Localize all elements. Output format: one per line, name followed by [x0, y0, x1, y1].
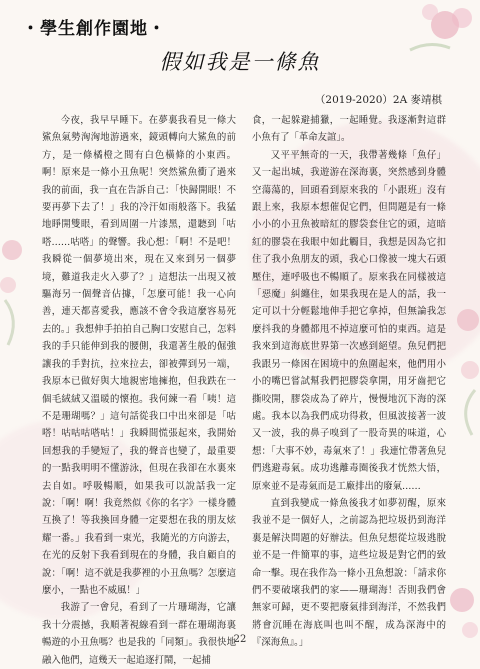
- flower-decoration-icon: [0, 230, 40, 350]
- page-number: 22: [233, 634, 247, 645]
- right-column: [252, 112, 446, 652]
- paragraph: 又平平無奇的一天，我帶著幾條「魚仔」又一起出城，我遊游在深海裏，突然感到身體空蕩蕩的，回頭看到原來我的「小跟班」沒有跟上來，我原本想催促它們，但問題是有一條小小的小丑魚被暗紅的膠袋套住它的頭，這暗紅的膠袋在我眼中如此觸目，我想是因為它扣住了我小魚朋友的頭，我心口像被一塊大石頭壓住，連呼吸也不暢順了。原來我在同樣被這「惡魔」糾纏住，如果我現在是人的話，我一定可以十分輕鬆地伸手把它拿掉，但無論我怎麼抖我的身體都甩不掉這麼可怕的東西。這是我來到這海底世界第一次感到絕望。魚兒們把我跟另一條困在困境中的魚圍起來，他們用小小的嘴巴嘗試幫我們把膠袋拿開，用牙齒把它撕咬開，膠袋成為了碎片，慢慢地沉下海的深處。我本以為我們成功得救，但風波接著一波又一波，我的鼻子嗅到了一股奇異的味道，心想：「大事不妙，毒氣來了！」我連忙帶著魚兒們逃避毒氣。成功逃離毒圈後我才恍然大悟，原來並不是毒氣而是工廠排出的廢氣……: [252, 149, 446, 492]
- paragraph: 食，一起躲避捕獵，一起睡覺。我逐漸對這群小魚有了「革命友誼」。: [252, 115, 446, 144]
- flower-decoration-icon: [440, 300, 480, 440]
- article-title: 假如我是一條魚: [159, 50, 321, 74]
- article-byline: （2019-2020）2A 麥靖棋: [314, 94, 442, 106]
- section-title: ・學生創作園地・: [22, 19, 166, 39]
- left-column: [42, 112, 236, 669]
- paragraph: 直到我變成一條魚後我才如夢初醒，原來我並不是一個好人，之前認為把垃圾扔到海洋裏是解決問題的好辦法。但魚兒想從垃圾逃脫並不是一件簡單的事，這些垃圾是對它們的致命一擊。現在我作為一條小丑魚想說：「請求你們不要破壞我們的家——珊瑚海！否則我們會無家可歸，更不要把廢氣排到海洋，不然我們將會沉睡在海底叫也叫不醒，成為深海中的『深海魚』。」: [252, 497, 446, 649]
- paragraph: 我游了一會兒，看到了一片珊瑚海，它讓我十分震撼，我順著視線看到一群在珊瑚海裏暢遊的小丑魚嗎？也是我的「同類」。我很快地融入他們，這幾天一起追逐打鬧，一起捕: [42, 602, 236, 666]
- paragraph: 今夜，我早早睡下。在夢裏我看見一條大鯊魚氣勢洶洶地游過來，鏡頭轉向大鯊魚的前方，是一條橘橙之間有白色橫條的小東西。啊！原來是一條小丑魚呢！突然鯊魚衝了過來我的前面，我一直在告訴自己：「快歸開眼！不要再夢下去了！」我的冷汗如雨般落下。我猛地睜開雙眼，看到周圍一片漆黑，還聽到「咕嗒……咕嗒」的聲響。我心想：「啊！不是吧！我瞬從一個夢境出來，現在又來到另一個夢境，難道我走火入夢了？」這想法一出現又被驅海另一個聲音佔據，「怎麼可能！我一心向善，連天都喜愛我，應該不會令我這麼容易死去的。」我想伸手拍拍自己胸口安慰自己，怎料我的手只能伸到我的腰側，我還著生般的倔強讓我的手對抗，拉來拉去，卻被彈到另一端，我原本已做好與大地親密地擁抱，但我跌在一個毛絨絨又溫暖的懷抱。我何練一看「咦！這不是珊瑚嗎？」這句話從我口中出來卻是「咕嗒！咕咕咕嗒咕！」我瞬間慌張起來，我開始回想我的手變短了，我的聲音也變了，最重要的一點我明明不懂游泳，但現在我卻在水裏來去自如。呼吸暢順，如果我可以說話我一定說：「啊！啊！我竟然似《你的名字》一樣身體互換了！等我換回身體一定要想在我的朋友炫耀一番。」我看到一束光，我隨光的方向游去，在光的反射下我看到現在的身體，我自顧自的說：「啊！這不就是我夢裡的小丑魚嗎？怎麼這麼小，一點也不威風！」: [42, 115, 236, 596]
